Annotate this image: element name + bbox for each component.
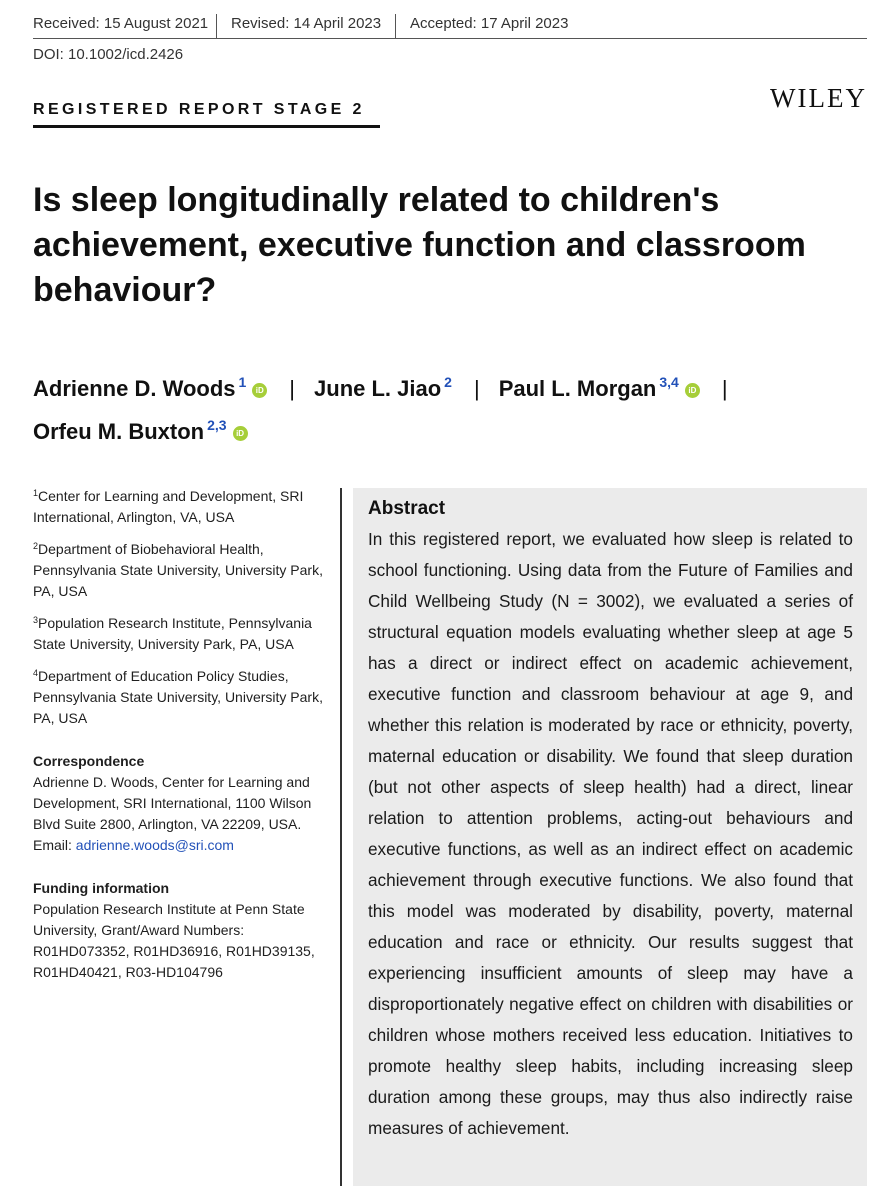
received-date: Received: 15 August 2021 [33, 15, 209, 32]
header-divider [395, 14, 396, 38]
correspondence-heading: Correspondence [33, 753, 145, 769]
author-separator: | [721, 376, 728, 401]
affiliation [33, 666, 325, 729]
abstract-box [353, 488, 867, 1186]
author[interactable] [33, 419, 248, 444]
affiliation [33, 539, 325, 602]
email-label: Email: [33, 837, 76, 853]
accepted-date: Accepted: 17 April 2023 [410, 15, 569, 32]
column-divider [340, 488, 342, 1186]
affiliation-number: 2 [33, 541, 39, 551]
article-info-sidebar [33, 486, 325, 983]
article-title: Is sleep longitudinally related to children's achievement, executive function and classroom behaviour? [33, 181, 806, 309]
correspondence-address: Adrienne D. Woods, Center for Learning and Development, SRI International, 1100 Wilson Blvd Suite 2800, Arlington, VA 22209, USA. [33, 774, 312, 832]
author[interactable] [499, 376, 700, 401]
affiliation-ref[interactable]: 2 [444, 374, 452, 390]
abstract-heading: Abstract [368, 498, 446, 519]
author-list [33, 364, 853, 450]
doi[interactable]: DOI: 10.1002/icd.2426 [33, 46, 184, 63]
orcid-icon[interactable]: iD [252, 383, 267, 398]
section-underline [33, 125, 380, 128]
affiliation-ref[interactable]: 2,3 [207, 417, 227, 433]
correspondence-text [33, 772, 325, 856]
publisher-logo[interactable]: WILEY [770, 83, 867, 113]
affiliation-text: Population Research Institute, Pennsylvania State University, University Park, PA, USA [33, 615, 312, 652]
author-separator: | [289, 376, 296, 401]
abstract-text: In this registered report, we evaluated how sleep is related to school functioning. Using data from the Future of Families and Child Wellbeing Study (N = 3002), we evaluated a series of structural equation models evaluating whether sleep at age 5 has a direct or indirect effect on academic achievement, executive function and classroom behaviour at age 9, and whether this relation is moderated by race or ethnicity, poverty, maternal education or disability. We found that sleep duration (but not other aspects of sleep health) had a direct, linear relation to attention problems, acting-out behaviours and executive functions, as well as an indirect effect on academic achievement through executive functions. We also found that this model was moderated by disability, poverty, maternal education and race or ethnicity. Our results suggest that experiencing insufficient amounts of sleep may have a disproportionately negative effect on children with disabilities or children whose mothers received less education. Initiatives to promote healthy sleep habits, including increasing sleep duration among these groups, may thus also indirectly raise measures of achievement. [368, 529, 853, 1138]
author-name[interactable]: Adrienne D. Woods [33, 376, 236, 401]
affiliation-number: 4 [33, 668, 39, 678]
affiliation-text: Department of Education Policy Studies, Pennsylvania State University, University Park, PA, USA [33, 668, 323, 726]
affiliation-ref[interactable]: 3,4 [659, 374, 679, 390]
author[interactable] [33, 376, 267, 401]
author-separator: | [473, 376, 480, 401]
header-divider [216, 14, 217, 38]
revised-date: Revised: 14 April 2023 [231, 15, 382, 32]
affiliation [33, 486, 325, 528]
affiliation-number: 3 [33, 615, 39, 625]
funding-heading: Funding information [33, 880, 170, 896]
affiliation-text: Department of Biobehavioral Health, Pennsylvania State University, University Park, PA, USA [33, 541, 323, 599]
affiliation-ref[interactable]: 1 [238, 374, 247, 390]
affiliation [33, 613, 325, 655]
author-name[interactable]: June L. Jiao [314, 376, 442, 401]
orcid-icon[interactable]: iD [233, 426, 248, 441]
author-name[interactable]: Orfeu M. Buxton [33, 419, 205, 444]
affiliation-text: Center for Learning and Development, SRI International, Arlington, VA, USA [33, 488, 304, 525]
section-label: REGISTERED REPORT STAGE 2 [33, 101, 365, 118]
article-history-bar [33, 14, 867, 38]
header-rule [33, 38, 867, 39]
author-name[interactable]: Paul L. Morgan [498, 376, 657, 401]
email-link[interactable]: adrienne.woods@sri.com [75, 837, 234, 853]
author[interactable] [314, 376, 452, 401]
orcid-icon[interactable]: iD [685, 383, 700, 398]
funding-text: Population Research Institute at Penn State University, Grant/Award Numbers: R01HD073352, R01HD36916, R01HD39135, R01HD40421, R03-HD104796 [33, 901, 315, 980]
affiliation-number: 1 [33, 488, 39, 498]
